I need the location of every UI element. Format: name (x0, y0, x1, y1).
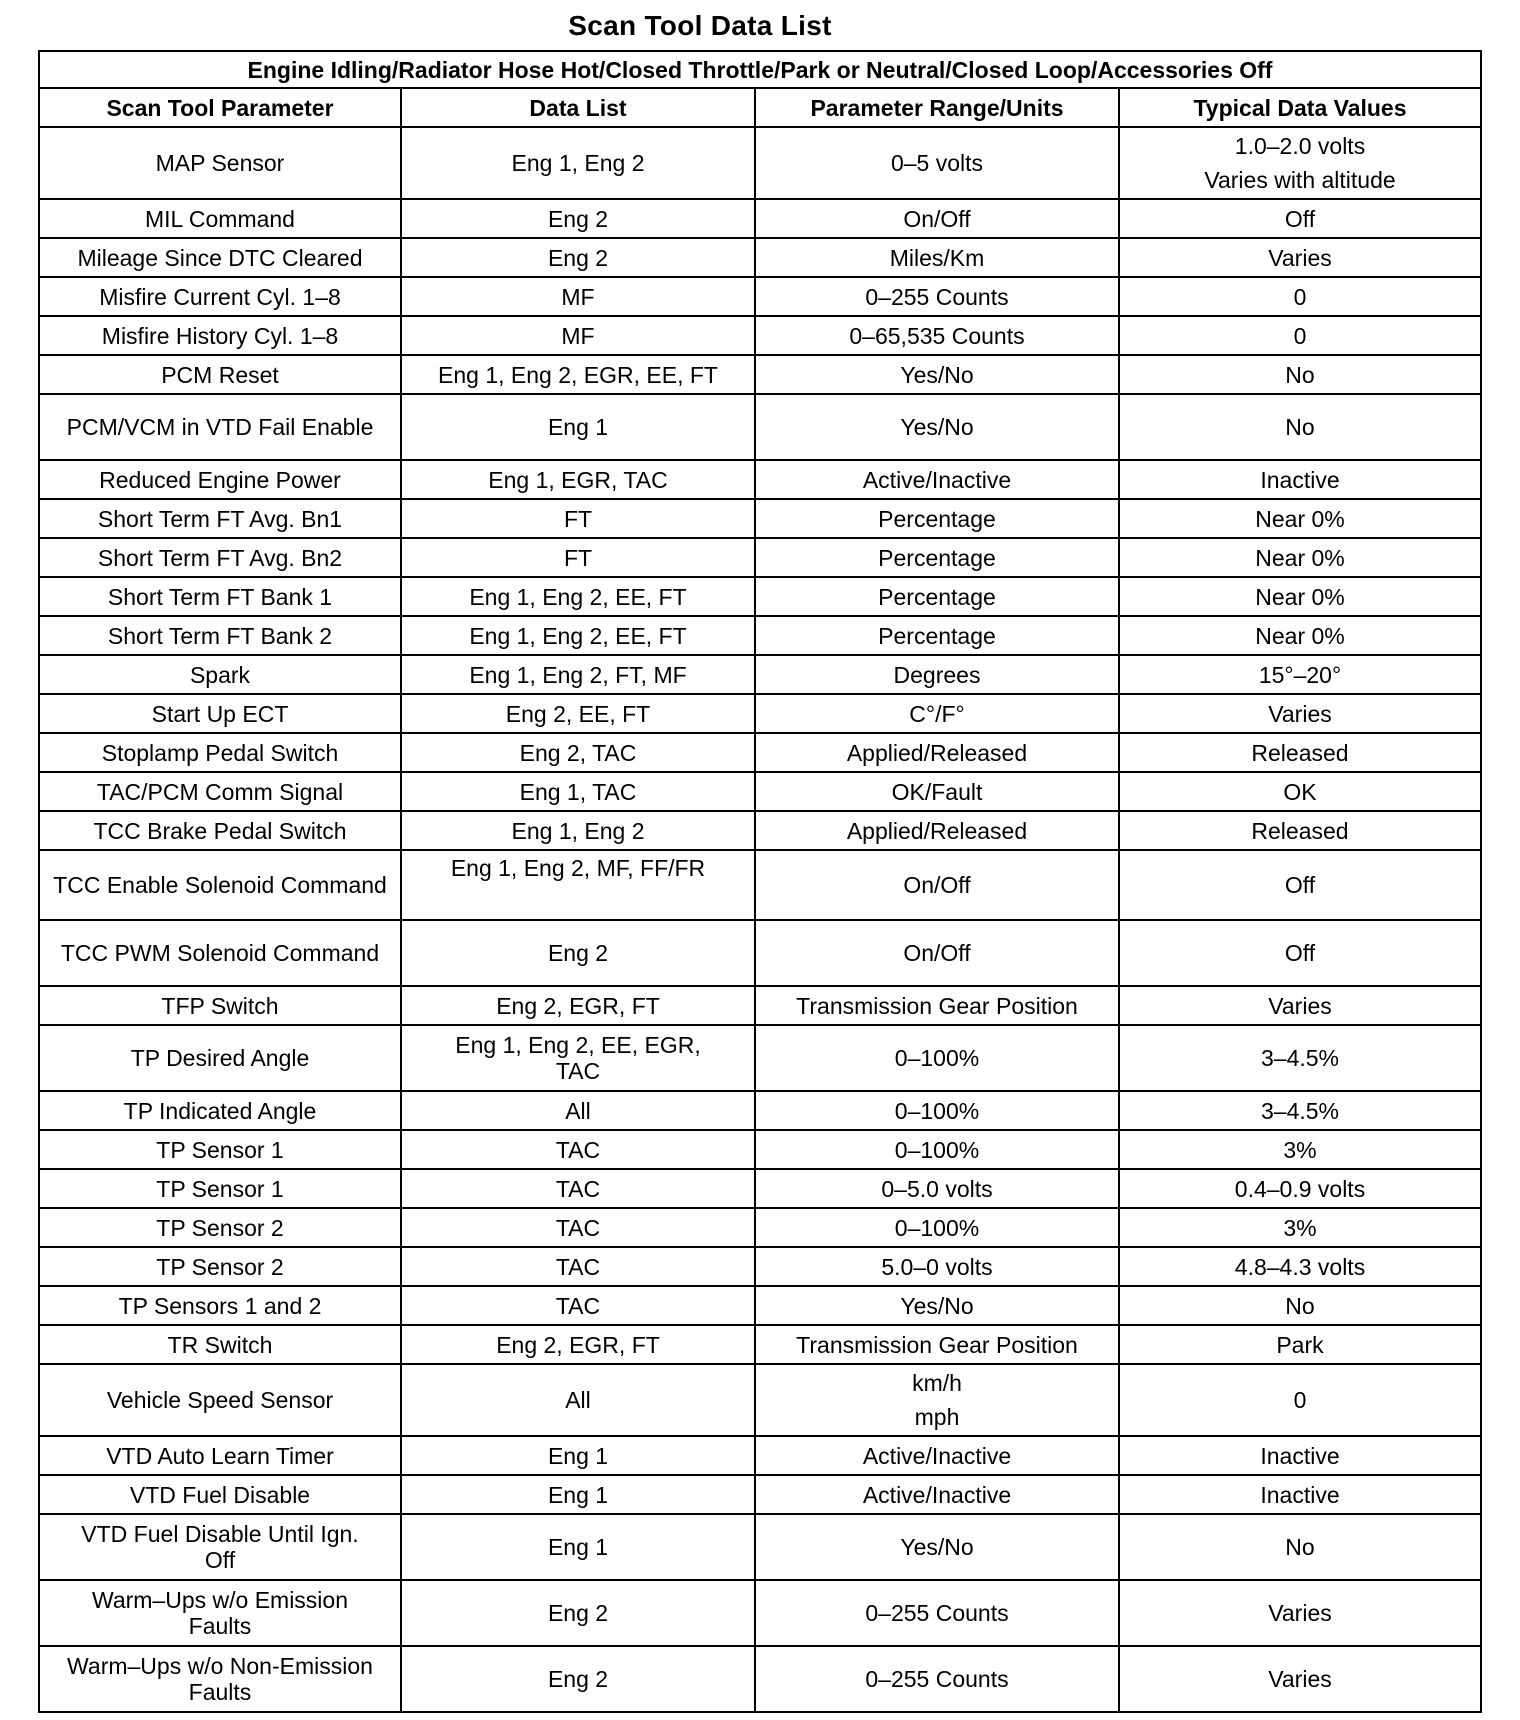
cell-parameter: Short Term FT Bank 1 (39, 577, 401, 616)
cell-parameter: Warm–Ups w/o Emission Faults (39, 1580, 401, 1646)
cell-parameter: TP Sensor 1 (39, 1130, 401, 1169)
table-row (39, 499, 1481, 538)
cell-range: 0–255 Counts (755, 277, 1119, 316)
cell-parameter: Short Term FT Bank 2 (39, 616, 401, 655)
cell-parameter: Vehicle Speed Sensor (39, 1364, 401, 1436)
condition-row (39, 51, 1481, 88)
cell-data-list: TAC (401, 1208, 755, 1247)
column-header-parameter: Scan Tool Parameter (39, 88, 401, 127)
cell-range: Yes/No (755, 355, 1119, 394)
cell-data-list: Eng 1, Eng 2, EE, FT (401, 577, 755, 616)
cell-parameter: TCC Enable Solenoid Command (39, 850, 401, 920)
cell-typical: 0 (1119, 277, 1481, 316)
column-header-data-list: Data List (401, 88, 755, 127)
cell-data-list: FT (401, 499, 755, 538)
cell-typical: Varies (1119, 986, 1481, 1025)
table-row (39, 1169, 1481, 1208)
table-row (39, 1325, 1481, 1364)
cell-range: 0–100% (755, 1208, 1119, 1247)
cell-data-list: Eng 2 (401, 920, 755, 986)
cell-range: Yes/No (755, 1286, 1119, 1325)
cell-range: Miles/Km (755, 238, 1119, 277)
table-row (39, 460, 1481, 499)
table-row (39, 920, 1481, 986)
cell-parameter: Misfire Current Cyl. 1–8 (39, 277, 401, 316)
cell-data-list: Eng 1, Eng 2, EE, EGR, TAC (401, 1025, 755, 1091)
table-row (39, 277, 1481, 316)
cell-typical: No (1119, 394, 1481, 460)
cell-parameter: PCM Reset (39, 355, 401, 394)
cell-parameter: Stoplamp Pedal Switch (39, 733, 401, 772)
table-row (39, 538, 1481, 577)
cell-range: Yes/No (755, 394, 1119, 460)
cell-parameter: Misfire History Cyl. 1–8 (39, 316, 401, 355)
cell-typical: Near 0% (1119, 538, 1481, 577)
cell-typical: 0.4–0.9 volts (1119, 1169, 1481, 1208)
cell-parameter: Mileage Since DTC Cleared (39, 238, 401, 277)
cell-typical (1119, 127, 1481, 199)
cell-range: Percentage (755, 538, 1119, 577)
cell-parameter: TP Sensors 1 and 2 (39, 1286, 401, 1325)
cell-parameter: PCM/VCM in VTD Fail Enable (39, 394, 401, 460)
table-row (39, 1091, 1481, 1130)
cell-typical: Off (1119, 199, 1481, 238)
cell-typical: Inactive (1119, 1436, 1481, 1475)
cell-parameter: Warm–Ups w/o Non-Emission Faults (39, 1646, 401, 1712)
cell-parameter: Spark (39, 655, 401, 694)
cell-range: Percentage (755, 577, 1119, 616)
cell-data-list: Eng 2 (401, 1580, 755, 1646)
table-row (39, 394, 1481, 460)
cell-data-list: Eng 1, Eng 2, FT, MF (401, 655, 755, 694)
cell-data-list: TAC (401, 1247, 755, 1286)
cell-parameter: TP Sensor 1 (39, 1169, 401, 1208)
cell-range: 0–5.0 volts (755, 1169, 1119, 1208)
cell-range: 0–255 Counts (755, 1646, 1119, 1712)
cell-parameter: Start Up ECT (39, 694, 401, 733)
cell-typical: 3% (1119, 1130, 1481, 1169)
table-row (39, 1364, 1481, 1436)
cell-parameter: MIL Command (39, 199, 401, 238)
cell-parameter: Short Term FT Avg. Bn1 (39, 499, 401, 538)
cell-range: Active/Inactive (755, 460, 1119, 499)
table-row (39, 1208, 1481, 1247)
cell-range: Applied/Released (755, 733, 1119, 772)
table-row (39, 1130, 1481, 1169)
table-row (39, 850, 1481, 920)
cell-range: 0–100% (755, 1091, 1119, 1130)
table-row (39, 127, 1481, 199)
table-row (39, 1646, 1481, 1712)
cell-range: 0–65,535 Counts (755, 316, 1119, 355)
cell-data-list: Eng 1, EGR, TAC (401, 460, 755, 499)
cell-typical: Near 0% (1119, 577, 1481, 616)
cell-data-list: All (401, 1091, 755, 1130)
column-header-row (39, 88, 1481, 127)
table-row (39, 772, 1481, 811)
cell-data-list: Eng 1, Eng 2, MF, FF/FR (401, 850, 755, 920)
cell-parameter: TP Sensor 2 (39, 1247, 401, 1286)
cell-typical: Near 0% (1119, 499, 1481, 538)
cell-data-list: Eng 1, Eng 2, EGR, EE, FT (401, 355, 755, 394)
table-body (39, 127, 1481, 1712)
cell-parameter: TCC Brake Pedal Switch (39, 811, 401, 850)
cell-typical-line2: Varies with altitude (1204, 167, 1396, 193)
cell-range: OK/Fault (755, 772, 1119, 811)
table-row (39, 577, 1481, 616)
table-row (39, 1286, 1481, 1325)
cell-typical: Inactive (1119, 460, 1481, 499)
cell-data-list: MF (401, 277, 755, 316)
cell-typical: Varies (1119, 1646, 1481, 1712)
cell-typical: Off (1119, 850, 1481, 920)
cell-range: Yes/No (755, 1514, 1119, 1580)
cell-range: 0–5 volts (755, 127, 1119, 199)
cell-range: Active/Inactive (755, 1475, 1119, 1514)
column-header-typical: Typical Data Values (1119, 88, 1481, 127)
scan-tool-data-table (38, 50, 1482, 1713)
cell-typical: Released (1119, 733, 1481, 772)
cell-data-list: Eng 1 (401, 1514, 755, 1580)
cell-data-list: Eng 1, Eng 2 (401, 811, 755, 850)
cell-range: On/Off (755, 199, 1119, 238)
cell-parameter: TCC PWM Solenoid Command (39, 920, 401, 986)
cell-range: 0–100% (755, 1130, 1119, 1169)
cell-typical: 3–4.5% (1119, 1091, 1481, 1130)
cell-data-list: Eng 2, EE, FT (401, 694, 755, 733)
cell-parameter: VTD Auto Learn Timer (39, 1436, 401, 1475)
cell-range: Active/Inactive (755, 1436, 1119, 1475)
cell-data-list: Eng 1 (401, 394, 755, 460)
cell-parameter: TAC/PCM Comm Signal (39, 772, 401, 811)
table-row (39, 1025, 1481, 1091)
cell-typical: 3% (1119, 1208, 1481, 1247)
table-row (39, 811, 1481, 850)
table-row (39, 316, 1481, 355)
cell-typical: OK (1119, 772, 1481, 811)
cell-data-list: Eng 2 (401, 1646, 755, 1712)
cell-range-line1: km/h (912, 1370, 962, 1396)
cell-data-list: TAC (401, 1169, 755, 1208)
cell-parameter: MAP Sensor (39, 127, 401, 199)
cell-data-list: Eng 1, Eng 2 (401, 127, 755, 199)
cell-data-list: Eng 2, TAC (401, 733, 755, 772)
cell-range (755, 1364, 1119, 1436)
cell-typical: Inactive (1119, 1475, 1481, 1514)
cell-range: Transmission Gear Position (755, 986, 1119, 1025)
table-row (39, 1580, 1481, 1646)
cell-range: Percentage (755, 499, 1119, 538)
table-row (39, 1247, 1481, 1286)
cell-data-list: Eng 2 (401, 238, 755, 277)
cell-range: Applied/Released (755, 811, 1119, 850)
cell-typical: Varies (1119, 694, 1481, 733)
table-row (39, 655, 1481, 694)
cell-typical: Varies (1119, 1580, 1481, 1646)
cell-range: 5.0–0 volts (755, 1247, 1119, 1286)
cell-range: Degrees (755, 655, 1119, 694)
cell-parameter: TR Switch (39, 1325, 401, 1364)
table-row (39, 694, 1481, 733)
cell-typical: Off (1119, 920, 1481, 986)
cell-typical: 15°–20° (1119, 655, 1481, 694)
cell-parameter: TFP Switch (39, 986, 401, 1025)
cell-range: 0–255 Counts (755, 1580, 1119, 1646)
cell-parameter: Reduced Engine Power (39, 460, 401, 499)
cell-data-list: Eng 2 (401, 199, 755, 238)
cell-range: On/Off (755, 920, 1119, 986)
cell-data-list: FT (401, 538, 755, 577)
cell-range: 0–100% (755, 1025, 1119, 1091)
column-header-range: Parameter Range/Units (755, 88, 1119, 127)
table-row (39, 199, 1481, 238)
cell-range-line2: mph (914, 1404, 960, 1430)
cell-data-list: Eng 1 (401, 1436, 755, 1475)
cell-typical: Near 0% (1119, 616, 1481, 655)
condition-header: Engine Idling/Radiator Hose Hot/Closed Throttle/Park or Neutral/Closed Loop/Accessories Off (39, 51, 1481, 88)
cell-data-list: Eng 1, TAC (401, 772, 755, 811)
cell-range: Percentage (755, 616, 1119, 655)
cell-typical: 4.8–4.3 volts (1119, 1247, 1481, 1286)
cell-typical: No (1119, 355, 1481, 394)
cell-data-list: TAC (401, 1130, 755, 1169)
table-row (39, 355, 1481, 394)
cell-range: On/Off (755, 850, 1119, 920)
table-row (39, 1436, 1481, 1475)
cell-typical: 0 (1119, 316, 1481, 355)
table-row (39, 733, 1481, 772)
cell-range: C°/F° (755, 694, 1119, 733)
cell-parameter: TP Desired Angle (39, 1025, 401, 1091)
table-row (39, 616, 1481, 655)
cell-typical: No (1119, 1286, 1481, 1325)
page-title: Scan Tool Data List (568, 10, 832, 41)
cell-typical-line1: 1.0–2.0 volts (1234, 133, 1366, 159)
cell-typical: 0 (1119, 1364, 1481, 1436)
cell-parameter: TP Sensor 2 (39, 1208, 401, 1247)
cell-typical: Park (1119, 1325, 1481, 1364)
cell-typical: No (1119, 1514, 1481, 1580)
cell-range: Transmission Gear Position (755, 1325, 1119, 1364)
cell-typical: 3–4.5% (1119, 1025, 1481, 1091)
cell-data-list: Eng 1 (401, 1475, 755, 1514)
cell-data-list: Eng 2, EGR, FT (401, 1325, 755, 1364)
cell-typical: Released (1119, 811, 1481, 850)
cell-data-list: TAC (401, 1286, 755, 1325)
cell-data-list: Eng 2, EGR, FT (401, 986, 755, 1025)
cell-parameter: Short Term FT Avg. Bn2 (39, 538, 401, 577)
table-row (39, 1475, 1481, 1514)
cell-data-list: All (401, 1364, 755, 1436)
table-row (39, 238, 1481, 277)
cell-parameter: VTD Fuel Disable (39, 1475, 401, 1514)
cell-typical: Varies (1119, 238, 1481, 277)
cell-parameter: VTD Fuel Disable Until Ign. Off (39, 1514, 401, 1580)
table-row (39, 986, 1481, 1025)
cell-data-list: Eng 1, Eng 2, EE, FT (401, 616, 755, 655)
table-row (39, 1514, 1481, 1580)
cell-data-list: MF (401, 316, 755, 355)
cell-parameter: TP Indicated Angle (39, 1091, 401, 1130)
